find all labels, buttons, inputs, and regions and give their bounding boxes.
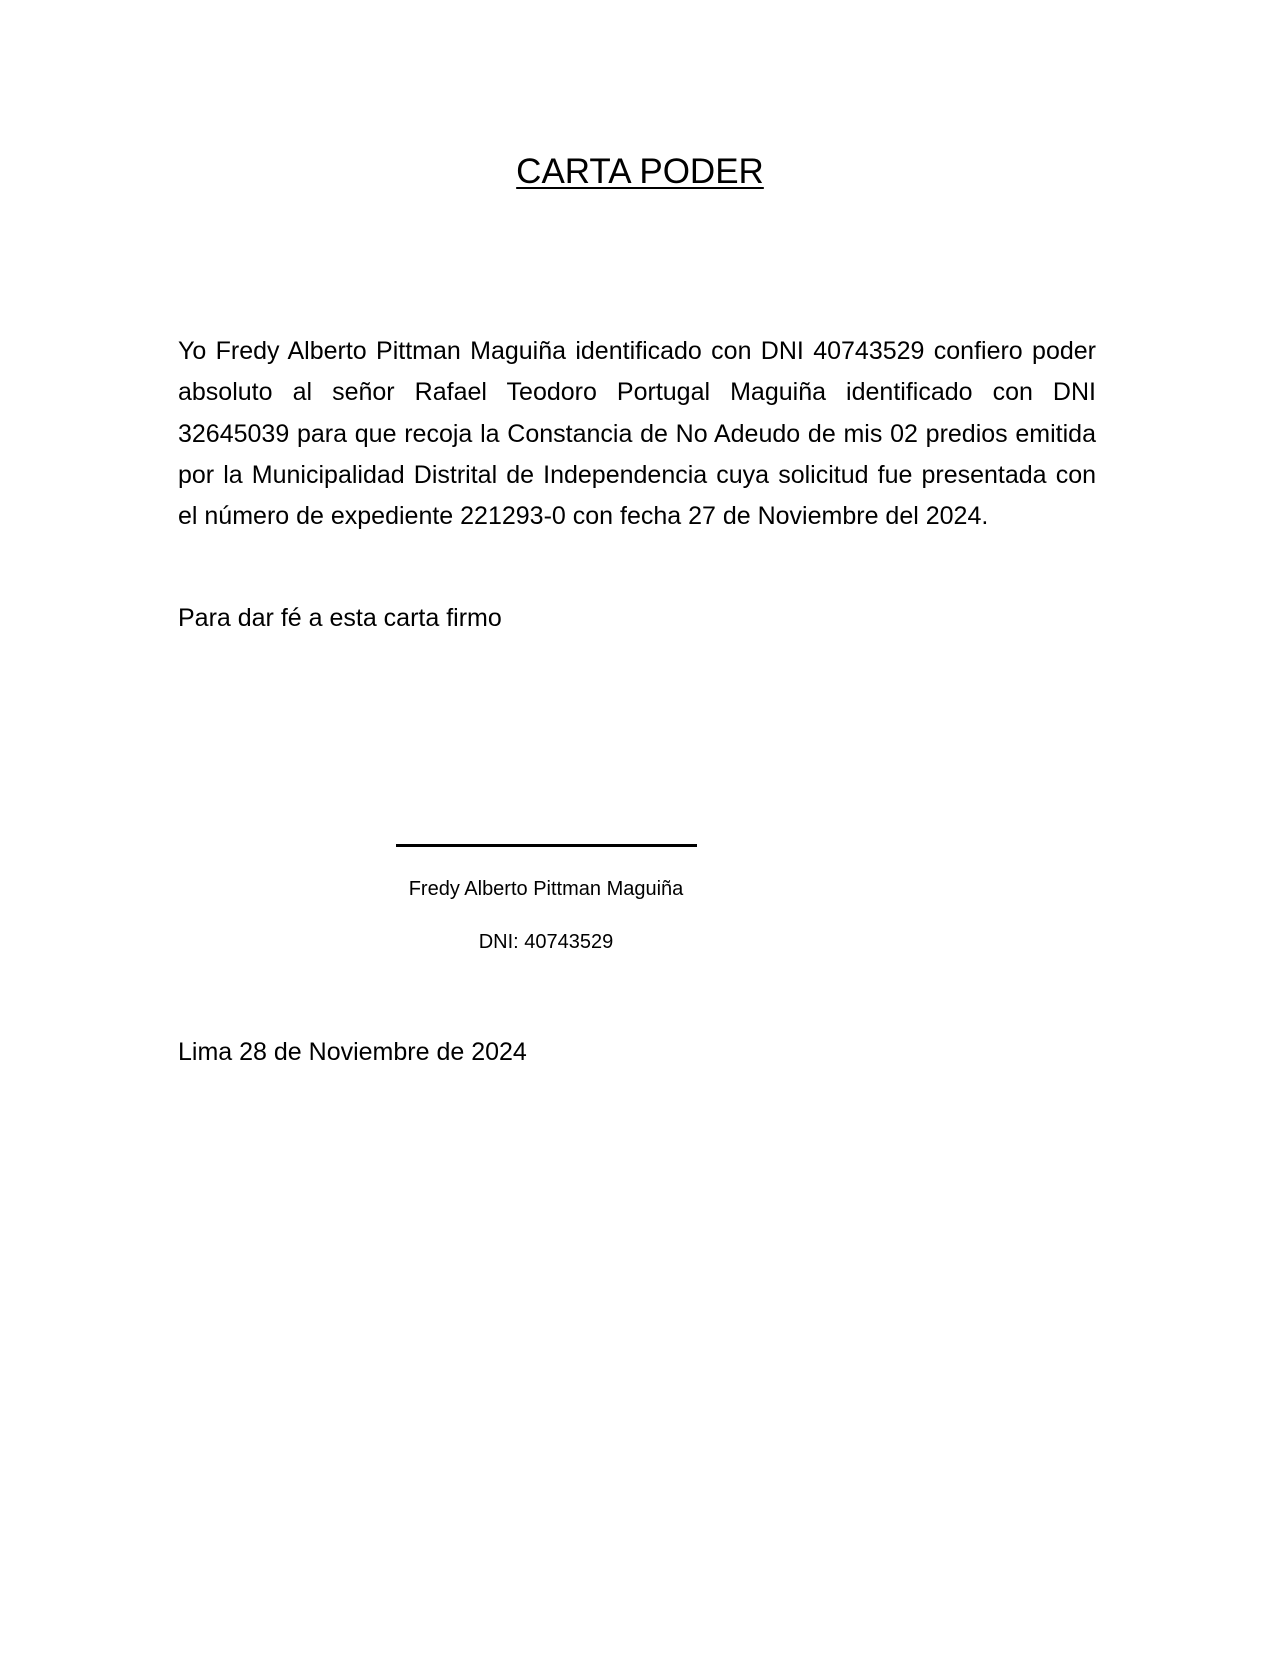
signature-line	[396, 844, 697, 847]
document-title: CARTA PODER	[516, 152, 764, 191]
body-paragraph: Yo Fredy Alberto Pittman Maguiña identificado con DNI 40743529 confiero poder absoluto al señor Rafael Teodoro Portugal Maguiña identificado con DNI 32645039 para que recoja la Constancia de No Adeudo de mis 02 predios emitida por la Municipalidad Distrital de Independencia cuya solicitud fue presentada con el número de expediente 221293-0 con fecha 27 de Noviembre del 2024.	[178, 337, 1096, 531]
closing-statement: Para dar fé a esta carta firmo	[178, 604, 502, 632]
signer-dni: DNI: 40743529	[478, 931, 614, 953]
signer-name: Fredy Alberto Pittman Maguiña	[408, 878, 684, 900]
place-and-date: Lima 28 de Noviembre de 2024	[178, 1038, 527, 1066]
